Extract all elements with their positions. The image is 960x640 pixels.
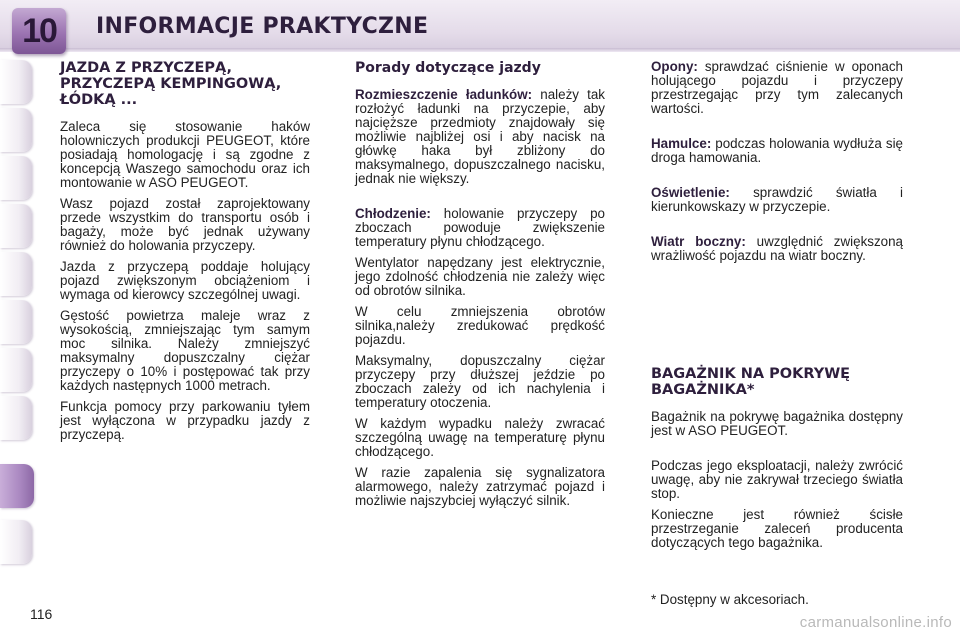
driving-advice-heading: Porady dotyczące jazdy bbox=[355, 60, 541, 76]
chapter-tab-active[interactable] bbox=[0, 464, 34, 508]
lights-label: Oświetlenie: bbox=[651, 185, 730, 200]
chapter-tab[interactable] bbox=[0, 60, 32, 104]
cooling-label: Chłodzenie: bbox=[355, 206, 431, 221]
chapter-tab[interactable] bbox=[0, 396, 32, 440]
chapter-tab[interactable] bbox=[0, 520, 32, 564]
towing-paragraph: Zaleca się stosowanie haków holowniczych produkcji PEUGEOT, które posiadają homologację i są zgodne z koncepcją Waszego samochodu oraz ich montowanie w ASO PEUGEOT. bbox=[60, 119, 310, 190]
cooling-detail: Maksymalny, dopuszczalny ciężar przyczepy przy dłuższej jeździe po zboczach zależy od ich nachylenia i temperatury otoczenia. bbox=[355, 353, 605, 410]
cooling-paragraph bbox=[355, 207, 605, 249]
tyres-paragraph bbox=[651, 60, 903, 116]
tyres-label: Opony: bbox=[651, 59, 698, 74]
brakes-paragraph bbox=[651, 137, 903, 165]
chapter-badge: 10 bbox=[12, 8, 66, 54]
chapter-tab[interactable] bbox=[0, 348, 32, 392]
load-text: należy tak rozłożyć ładunki na przyczepie, aby najcięższe przedmioty znajdowały się możliwie najbliżej osi i aby nacisk na główkę haka był zbliżony do maksymalnego, dopuszczalnego nacisku, jednak nie większy. bbox=[355, 87, 605, 186]
towing-paragraph: Wasz pojazd został zaprojektowany przede wszystkim do transportu osób i bagaży, może być jednak używany również do holowania przyczepy. bbox=[60, 196, 310, 253]
cooling-detail: W razie zapalenia się sygnalizatora alarmowego, należy zatrzymać pojazd i możliwie najszybciej wyłączyć silnik. bbox=[355, 465, 605, 508]
towing-paragraph: Gęstość powietrza maleje wraz z wysokością, zmniejszając tym samym moc silnika. Należy zmniejszyć maksymalny dopuszczalny ciężar przyczepy o 10% i postępować tak przy każdych następnych 1000 metrach. bbox=[60, 308, 310, 393]
brakes-text: podczas holowania wydłuża się droga hamowania. bbox=[651, 136, 903, 165]
cooling-detail: W każdym wypadku należy zwracać szczególną uwagę na temperaturę płynu chłodzącego. bbox=[355, 416, 605, 459]
lights-text: sprawdzić światła i kierunkowskazy w przyczepie. bbox=[651, 185, 903, 214]
towing-paragraph: Jazda z przyczepą poddaje holujący pojazd zwiększonym obciążeniom i wymaga od kierowcy szczególnej uwagi. bbox=[60, 259, 310, 302]
roof-rack-heading: BAGAŻNIK NA POKRYWĘ BAGAŻNIKA* bbox=[651, 366, 851, 398]
chapter-tab[interactable] bbox=[0, 156, 32, 200]
load-paragraph bbox=[355, 88, 605, 186]
chapter-tab[interactable] bbox=[0, 204, 32, 248]
cooling-detail: Wentylator napędzany jest elektrycznie, jego zdolność chłodzenia nie zależy więc od obrotów silnika. bbox=[355, 255, 605, 298]
lights-paragraph bbox=[651, 186, 903, 214]
page-number: 116 bbox=[30, 606, 53, 622]
column-driving-advice bbox=[355, 60, 605, 515]
wind-text: uwzględnić zwiększoną wrażliwość pojazdu na wiatr boczny. bbox=[651, 234, 903, 263]
watermark: carmanualsonline.info bbox=[799, 614, 952, 631]
header-divider bbox=[0, 48, 960, 52]
roof-rack-paragraph: Konieczne jest również ścisłe przestrzeganie zaleceń producenta dotyczących tego bagażnika. bbox=[651, 507, 903, 550]
tyres-text: sprawdzać ciśnienie w oponach holującego pojazdu i przyczepy przestrzegając przy tym zalecanych wartości. bbox=[651, 59, 903, 116]
brakes-label: Hamulce: bbox=[651, 136, 712, 151]
chapter-tab[interactable] bbox=[0, 108, 32, 152]
roof-rack-paragraph: Podczas jego eksploatacji, należy zwrócić uwagę, aby nie zakrywał trzeciego światła stop. bbox=[651, 458, 903, 501]
chapter-tabs bbox=[0, 60, 34, 580]
wind-label: Wiatr boczny: bbox=[651, 234, 746, 249]
load-label: Rozmieszczenie ładunków: bbox=[355, 87, 533, 102]
towing-heading: JAZDA Z PRZYCZEPĄ, PRZYCZEPĄ KEMPINGOWĄ, ŁÓDKĄ ... bbox=[60, 60, 282, 108]
cooling-detail: W celu zmniejszenia obrotów silnika,należy zredukować prędkość pojazdu. bbox=[355, 304, 605, 347]
footnote: * Dostępny w akcesoriach. bbox=[651, 592, 809, 607]
cooling-text: holowanie przyczepy po zboczach powoduje zwiększenie temperatury płynu chłodzącego. bbox=[355, 206, 605, 249]
column-towing bbox=[60, 60, 310, 449]
chapter-tab[interactable] bbox=[0, 252, 32, 296]
wind-paragraph bbox=[651, 235, 903, 263]
page-title: INFORMACJE PRAKTYCZNE bbox=[96, 14, 429, 39]
chapter-tab[interactable] bbox=[0, 300, 32, 344]
column-checks bbox=[651, 60, 903, 557]
towing-paragraph: Funkcja pomocy przy parkowaniu tyłem jest wyłączona w przypadku jazdy z przyczepą. bbox=[60, 399, 310, 442]
roof-rack-paragraph: Bagażnik na pokrywę bagażnika dostępny jest w ASO PEUGEOT. bbox=[651, 409, 903, 438]
